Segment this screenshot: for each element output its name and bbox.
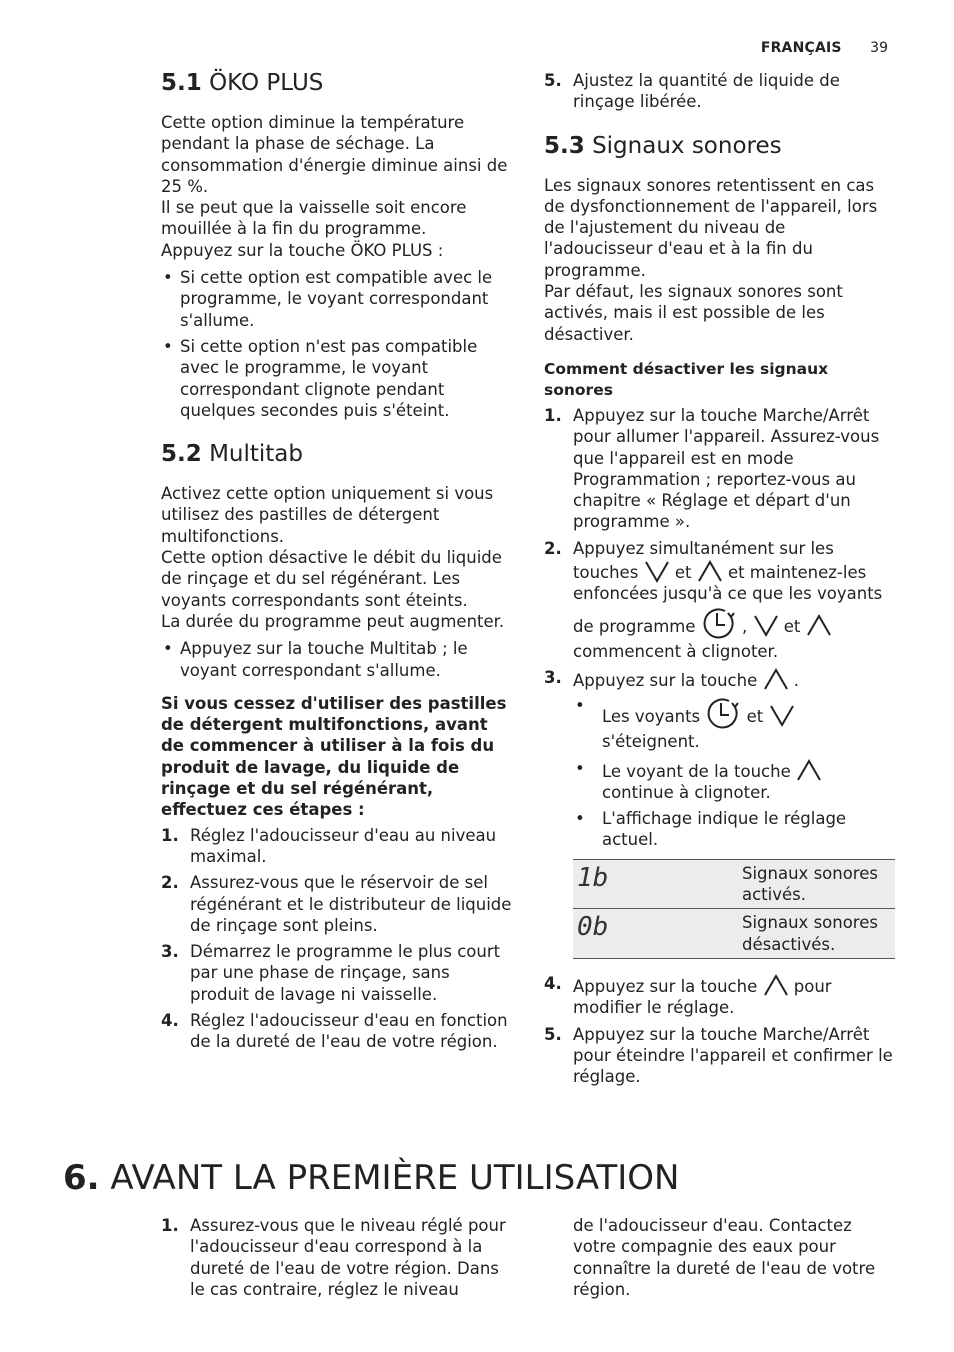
- section-5-2-p1: Activez cette option uniquement si vous utilisez des pastilles de détergent multifonctions.: [161, 484, 494, 546]
- program-clock-icon: [701, 605, 737, 641]
- list-item: • Appuyez sur la touche Multitab ; le voyant correspondant s'allume.: [161, 638, 513, 681]
- chapter-6-left: [161, 1215, 513, 1305]
- display-code: 1b: [573, 859, 736, 909]
- list-item: 1. Assurez-vous que le niveau réglé pour l'adoucisseur d'eau correspond à la dureté de l'eau de votre région. Dans le cas contraire, réglez le niveau: [161, 1216, 506, 1299]
- setting-description: Signaux sonores activés.: [736, 859, 895, 909]
- list-item: • Le voyant de la touche continue à clignoter.: [573, 758, 896, 804]
- section-5-3-steps-continued: [544, 973, 896, 1087]
- right-column: [544, 68, 896, 1092]
- section-5-1-p1: Cette option diminue la température pendant la phase de séchage. La consommation d'énergie diminue ainsi de 25 %.: [161, 113, 508, 196]
- list-item: 4. Réglez l'adoucisseur d'eau en fonction de la dureté de l'eau de votre région.: [161, 1010, 508, 1052]
- section-5-2-bullets: [161, 638, 513, 681]
- setting-description: Signaux sonores désactivés.: [736, 909, 895, 959]
- section-5-3: [544, 131, 896, 1088]
- chevron-up-icon: [796, 758, 822, 782]
- list-item: 2. Assurez-vous que le réservoir de sel régénérant et le distributeur de liquide de rinçage sont pleins.: [161, 873, 512, 935]
- list-item: 3. Démarrez le programme le plus court par une phase de rinçage, sans produit de lavage ni vaisselle.: [161, 942, 501, 1004]
- section-5-1-title: 5.1 ÖKO PLUS: [161, 70, 324, 96]
- section-5-2-steps-continued: [544, 70, 896, 113]
- display-code: 0b: [573, 909, 736, 959]
- list-item: • Si cette option n'est pas compatible avec le programme, le voyant correspondant clignote pendant quelques secondes puis s'éteint.: [161, 336, 513, 421]
- section-5-3-title: 5.3 Signaux sonores: [544, 132, 782, 159]
- section-5-3-subhead: Comment désactiver les signaux sonores: [544, 359, 829, 399]
- page-header: [761, 38, 888, 59]
- step-3-bullets: [573, 695, 896, 850]
- section-5-2: [161, 439, 513, 1052]
- section-5-1-p3: Appuyez sur la touche ÖKO PLUS :: [161, 240, 444, 260]
- chevron-down-icon: [753, 613, 779, 637]
- section-5-2-title: 5.2 Multitab: [161, 441, 303, 468]
- list-item: 3. Appuyez sur la touche . • Les voyants et s'éteignent. • Le voyant de la touche continue à clignoter. • L'affichage indique le réglage actuel.: [544, 667, 896, 851]
- section-5-2-steps: [161, 825, 513, 1053]
- chevron-up-icon: [763, 667, 789, 691]
- list-item: 1. Réglez l'adoucisseur d'eau au niveau maximal.: [161, 825, 497, 866]
- section-5-3-steps: [544, 405, 896, 851]
- chevron-up-icon: [806, 613, 832, 637]
- chapter-6-title: 6. AVANT LA PREMIÈRE UTILISATION: [63, 1158, 680, 1198]
- list-item: 1. Appuyez sur la touche Marche/Arrêt pour allumer l'appareil. Assurez-vous que l'appareil est en mode Programmation ; reportez-vous au chapitre « Réglage et départ d'un programme ».: [544, 405, 880, 532]
- section-5-2-p3: La durée du programme peut augmenter.: [161, 611, 505, 631]
- left-column: [161, 68, 513, 1058]
- chapter-6-continued-text: de l'adoucisseur d'eau. Contactez votre compagnie des eaux pour connaître la dureté de l'eau de votre région.: [573, 1216, 876, 1299]
- section-5-1-p2: Il se peut que la vaisselle soit encore mouillée à la fin du programme.: [161, 198, 467, 239]
- list-item: • Les voyants et s'éteignent.: [573, 695, 896, 752]
- chapter-6-steps: [161, 1215, 513, 1300]
- list-item: 2. Appuyez simultanément sur les touches et et maintenez-les enfoncées jusqu'à ce que les voyants de programme , et commencent à clignoter.: [544, 538, 883, 661]
- table-row: [573, 909, 895, 959]
- chapter-6-right: [573, 1215, 897, 1300]
- section-5-3-p2: Par défaut, les signaux sonores sont activés, mais il est possible de les désactiver.: [544, 282, 843, 344]
- chevron-up-icon: [763, 973, 789, 997]
- table-row: [573, 859, 895, 909]
- section-5-1-bullets: [161, 267, 513, 421]
- header-language: FRANÇAIS: [760, 40, 842, 56]
- program-clock-icon: [705, 695, 741, 731]
- page-number: 39: [870, 40, 888, 56]
- list-item: • Si cette option est compatible avec le programme, le voyant correspondant s'allume.: [161, 267, 513, 331]
- list-item: 5. Appuyez sur la touche Marche/Arrêt pour éteindre l'appareil et confirmer le réglage.: [544, 1024, 893, 1087]
- chevron-up-icon: [697, 559, 723, 583]
- list-item: 5. Ajustez la quantité de liquide de rinçage libérée.: [544, 71, 840, 112]
- settings-table: [573, 859, 895, 959]
- chevron-down-icon: [644, 559, 670, 583]
- section-5-2-warning: Si vous cessez d'utiliser des pastilles de détergent multifonctions, avant de commencer à utiliser à la fois du produit de lavage, du liquide de rinçage et du sel régénérant, effectuez ces étapes :: [161, 693, 507, 820]
- section-5-3-p1: Les signaux sonores retentissent en cas de dysfonctionnement de l'appareil, lors de l'ajustement du niveau de l'adoucisseur d'eau et à la fin du programme.: [544, 175, 878, 280]
- list-item: 4. Appuyez sur la touche pour modifier le réglage.: [544, 973, 832, 1018]
- section-5-2-p2: Cette option désactive le débit du liquide de rinçage et du sel régénérant. Les voyants correspondants sont éteints.: [161, 548, 502, 610]
- section-5-1: [161, 68, 513, 421]
- chevron-down-icon: [769, 703, 795, 727]
- list-item: • L'affichage indique le réglage actuel.: [573, 808, 896, 851]
